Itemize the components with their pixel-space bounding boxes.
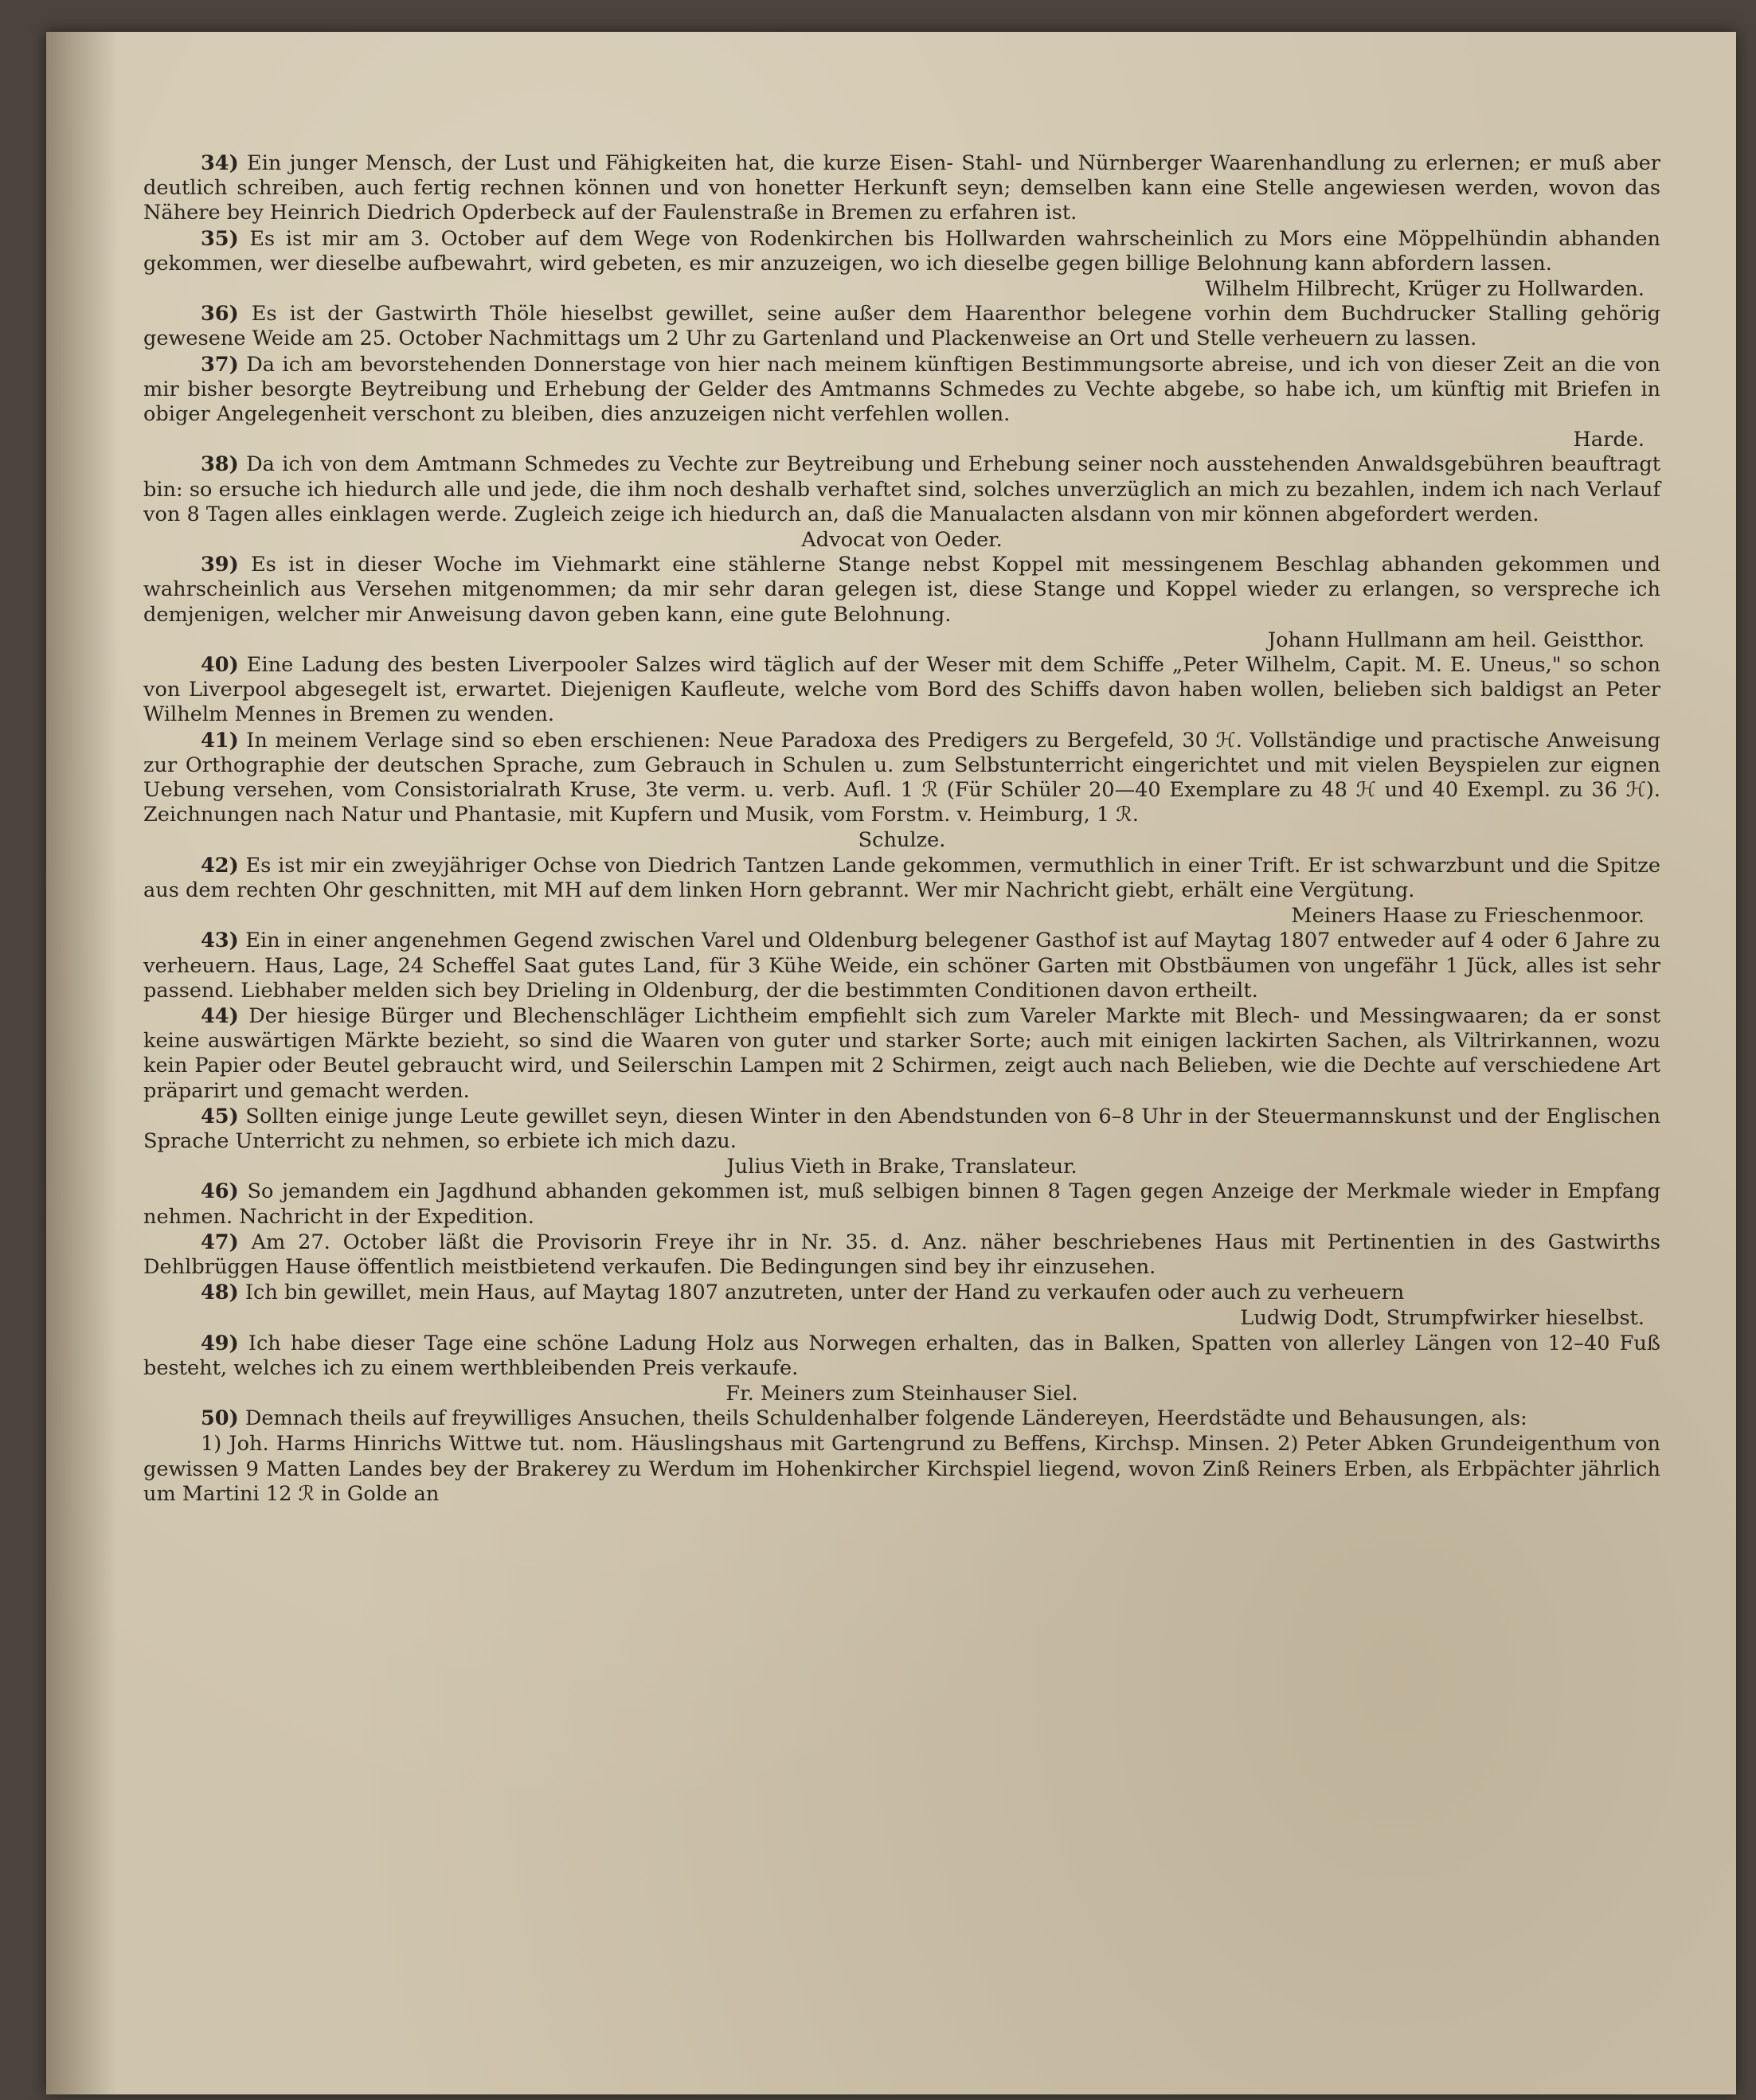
ad-44	[143, 1004, 1660, 1104]
ad-text: Am 27. October läßt die Provisorin Freye ihr in Nr. 35. d. Anz. näher beschriebenes Haus mit Pertinentien in des Gastwirths Dehlbrüggen Hause öffentlich meistbietend verkaufen. Die Bedingungen sind bey ihr einzusehen.	[143, 1230, 1661, 1279]
ad-text: Der hiesige Bürger und Blechenschläger Lichtheim empfiehlt sich zum Vareler Markte mit Blech- und Messingwaaren; da er sonst keine auswärtigen Märkte bezieht, so sind die Waaren von guter und starker Sorte; auch mit einigen lackirten Sachen, als Viltrirkannen, wozu kein Papier oder Beutel gebraucht wird, und Seilerschin Lampen mit 2 Schirmen, zeigt auch nach Belieben, wie die Dechte auf verschiedene Art präparirt und gemacht werden.	[143, 1003, 1660, 1103]
ad-number: 47)	[201, 1230, 239, 1254]
ad-number: 40)	[201, 653, 239, 678]
ad-37	[143, 353, 1660, 428]
ad-35	[143, 227, 1660, 276]
ad-number: 50)	[201, 1406, 239, 1431]
ad-50-continuation: 1) Joh. Harms Hinrichs Wittwe tut. nom. Häuslingshaus mit Gartengrund zu Beffens, Kirchsp. Minsen. 2) Peter Abken Grundeigenthum von gewissen 9 Matten Landes bey der Brakerey zu Werdum im Hohenkircher Kirchspiel liegend, wovon Zinß Reiners Erben, als Erbpächter jährlich um Martini 12 ℛ in Golde an	[143, 1432, 1660, 1506]
ad-signature: Schulze.	[858, 828, 946, 853]
ad-45	[143, 1105, 1660, 1154]
ad-34	[143, 151, 1660, 226]
ad-number: 46)	[201, 1179, 239, 1204]
ad-text: Es ist in dieser Woche im Viehmarkt eine stählerne Stange nebst Koppel mit messingenem Beschlag abhanden gekommen und wahrscheinlich aus Versehen mitgenommen; da mir sehr daran gelegen ist, diese Stange und Koppel wieder zu erlangen, so verspreche ich demjenigen, welcher mir Anweisung davon geben kann, eine gute Belohnung.	[143, 553, 1660, 627]
ad-signature: Ludwig Dodt, Strumpfwirker hieselbst.	[1240, 1306, 1645, 1331]
ad-text: Es ist mir ein zweyjähriger Ochse von Diedrich Tantzen Lande gekommen, vermuthlich in einer Trift. Er ist schwarzbunt und die Spitze aus dem rechten Ohr geschnitten, mit MH auf dem linken Horn gebrannt. Wer mir Nachricht giebt, erhält eine Vergütung.	[143, 853, 1660, 902]
ad-number: 45)	[201, 1104, 239, 1128]
ad-text: Demnach theils auf freywilliges Ansuchen, theils Schuldenhalber folgende Ländereyen, Heerdstädte und Behausungen, als:	[244, 1406, 1527, 1431]
ad-text: Ich bin gewillet, mein Haus, auf Maytag 1807 anzutreten, unter der Hand zu verkaufen oder auch zu verheuern	[244, 1281, 1405, 1305]
ad-signature: Wilhelm Hilbrecht, Krüger zu Hollwarden.	[1205, 277, 1645, 302]
ad-48	[143, 1281, 1660, 1305]
ad-signature: Fr. Meiners zum Steinhauser Siel.	[725, 1381, 1078, 1406]
ad-text: Eine Ladung des besten Liverpooler Salzes wird täglich auf der Weser mit dem Schiffe „Peter Wilhelm, Capit. M. E. Uneus," so schon von Liverpool abgesegelt ist, erwartet. Diejenigen Kaufleute, welche vom Bord des Schiffs davon haben wollen, belieben sich baldigst an Peter Wilhelm Mennes in Bremen zu wenden.	[143, 653, 1660, 727]
ad-signature: Meiners Haase zu Frieschenmoor.	[1291, 904, 1645, 929]
ad-39	[143, 553, 1660, 628]
ad-text: Es ist mir am 3. October auf dem Wege von Rodenkirchen bis Hollwarden wahrscheinlich zu Mors eine Möppelhündin abhanden gekommen, wer dieselbe aufbewahrt, wird gebeten, es mir anzuzeigen, wo ich dieselbe gegen billige Belohnung kann abfordern lassen.	[143, 226, 1660, 276]
ad-number: 35)	[201, 226, 239, 251]
ad-text: Ein junger Mensch, der Lust und Fähigkeiten hat, die kurze Eisen- Stahl- und Nürnberger Waarenhandlung zu erlernen; er muß aber deutlich schreiben, auch fertig rechnen können und von honetter Herkunft seyn; demselben kann eine Stelle angewiesen werden, wovon das Nähere bey Heinrich Diedrich Opderbeck auf der Faulenstraße in Bremen zu erfahren ist.	[143, 151, 1660, 225]
ad-signature: Harde.	[1573, 428, 1645, 452]
ad-42	[143, 854, 1660, 903]
ad-text: Sollten einige junge Leute gewillet seyn, diesen Winter in den Abendstunden von 6–8 Uhr in der Steuermannskunst und der Englischen Sprache Unterricht zu nehmen, so erbiete ich mich dazu.	[143, 1104, 1660, 1153]
ad-49	[143, 1332, 1660, 1381]
ad-text: Ich habe dieser Tage eine schöne Ladung Holz aus Norwegen erhalten, das in Balken, Spatten von allerley Längen von 12–40 Fuß besteht, welches ich zu einem werthbleibenden Preis verkaufe.	[143, 1331, 1661, 1380]
ad-36	[143, 302, 1660, 351]
ad-43	[143, 929, 1660, 1003]
ad-number: 34)	[201, 151, 239, 175]
ad-text: Da ich am bevorstehenden Donnerstage von hier nach meinem künftigen Bestimmungsorte abreise, und ich von dieser Zeit an die von mir bisher besorgte Beytreibung und Erhebung der Gelder des Amtmanns Schmedes zu Vechte abgebe, so habe ich, um künftig mit Briefen in obiger Angelegenheit verschont zu bleiben, dies anzuzeigen nicht verfehlen wollen.	[143, 352, 1660, 427]
ad-40	[143, 653, 1660, 728]
ad-number: 42)	[201, 853, 239, 878]
ad-number: 49)	[201, 1331, 239, 1355]
ad-46	[143, 1179, 1660, 1229]
ad-number: 37)	[201, 352, 239, 377]
ad-number: 44)	[201, 1003, 239, 1028]
ad-signature: Johann Hullmann am heil. Geistthor.	[1267, 628, 1645, 652]
ad-47	[143, 1230, 1660, 1280]
ad-number: 43)	[201, 929, 239, 953]
ad-number: 48)	[201, 1281, 239, 1305]
page-gutter-shadow	[46, 32, 118, 2094]
ad-number: 36)	[201, 302, 239, 327]
ad-number: 39)	[201, 553, 239, 577]
ad-signature: Advocat von Oeder.	[801, 528, 1003, 553]
ad-text: Es ist der Gastwirth Thöle hieselbst gewillet, seine außer dem Haarenthor belegene vorhin dem Buchdrucker Stalling gehörig gewesene Weide am 25. October Nachmittags um 2 Uhr zu Gartenland und Plackenweise an Ort und Stelle verheuern zu lassen.	[143, 302, 1660, 351]
ad-text: So jemandem ein Jagdhund abhanden gekommen ist, muß selbigen binnen 8 Tagen gegen Anzeige der Merkmale wieder in Empfang nehmen. Nachricht in der Expedition.	[143, 1179, 1661, 1229]
advertisement-column	[143, 151, 1660, 1508]
ad-text: Ein in einer angenehmen Gegend zwischen Varel und Oldenburg belegener Gasthof ist auf Maytag 1807 entweder auf 4 oder 6 Jahre zu verheuern. Haus, Lage, 24 Scheffel Saat gutes Land, für 3 Kühe Weide, ein schöner Garten mit Obstbäumen von ungefähr 1 Jück, alles ist sehr passend. Liebhaber melden sich bey Drieling in Oldenburg, der die bestimmten Conditionen davon ertheilt.	[143, 929, 1661, 1003]
ad-signature: Julius Vieth in Brake, Translateur.	[726, 1155, 1077, 1179]
ad-text: In meinem Verlage sind so eben erschienen: Neue Paradoxa des Predigers zu Bergefeld, 30 ℋ. Vollständige und practische Anweisung zur Orthographie der deutschen Sprache, zum Gebrauch in Schulen u. zum Selbstunterricht eingerichtet und mit vielen Beyspielen zur eignen Uebung versehen, vom Consistorialrath Kruse, 3te verm. u. verb. Aufl. 1 ℛ (Für Schüler 20—40 Exemplare zu 48 ℋ und 40 Exempl. zu 36 ℋ). Zeichnungen nach Natur und Phantasie, mit Kupfern und Musik, vom Forstm. v. Heimburg, 1 ℛ.	[143, 728, 1660, 827]
ad-number: 41)	[201, 728, 239, 753]
ad-38	[143, 452, 1660, 527]
ad-text: Da ich von dem Amtmann Schmedes zu Vechte zur Beytreibung und Erhebung seiner noch ausstehenden Anwaldsgebühren beauftragt bin: so ersuche ich hiedurch alle und jede, die ihm noch deshalb verhaftet sind, solches unverzüglich an mich zu bezahlen, indem ich nach Verlauf von 8 Tagen alles einklagen werde. Zugleich zeige ich hiedurch an, daß die Manualacten alsdann von mir können abgefordert werden.	[143, 452, 1660, 526]
newspaper-page	[46, 32, 1736, 2094]
ad-50	[143, 1406, 1660, 1431]
ad-number: 38)	[201, 452, 239, 477]
ad-41	[143, 729, 1660, 828]
